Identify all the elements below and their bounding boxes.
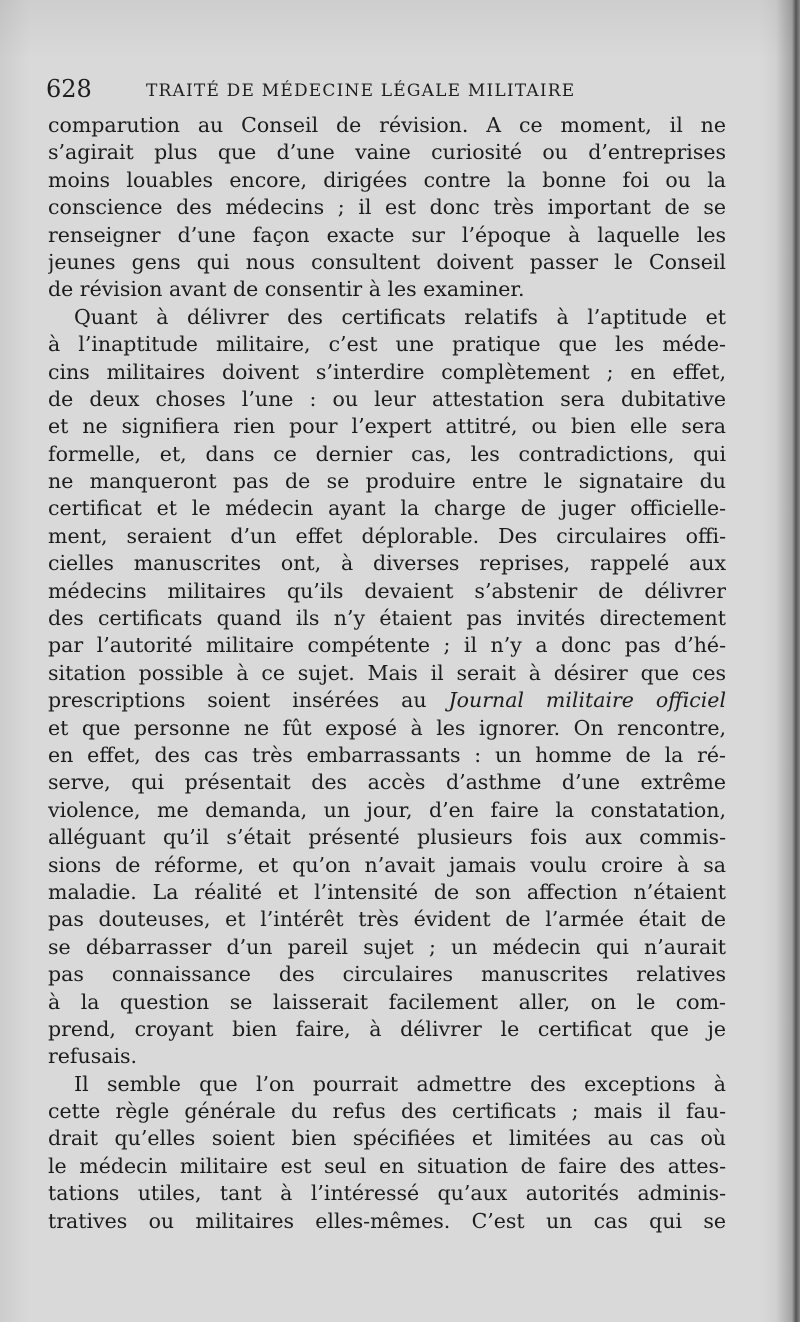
text-line: moins louables encore, dirigées contre la bonne foi ou la (48, 167, 726, 192)
text-line: cielles manuscrites ont, à diverses reprises, rappelé aux (48, 551, 726, 576)
text-line: de deux choses l’une : ou leur attestation sera dubitative (48, 386, 726, 411)
text-line-italic-title (48, 687, 726, 714)
text-line: renseigner d’une façon exacte sur l’époque à laquelle les (48, 222, 726, 247)
text-line: prend, croyant bien faire, à délivrer le certificat que je (48, 1016, 726, 1041)
text-line: jeunes gens qui nous consultent doivent passer le Conseil (48, 249, 726, 274)
text-line: à la question se laisserait facilement aller, on le com- (48, 989, 726, 1014)
text-line: violence, me demanda, un jour, d’en faire la constatation, (48, 797, 726, 822)
text-line: tations utiles, tant à l’intéressé qu’aux autorités adminis- (48, 1181, 726, 1206)
text-line: et que personne ne fût exposé à les ignorer. On rencontre, (48, 715, 726, 740)
text-line: le médecin militaire est seul en situation de faire des attes- (48, 1153, 726, 1178)
text-line: Quant à délivrer des certificats relatifs à l’aptitude et (74, 304, 726, 329)
paragraph-3 (48, 1071, 726, 1235)
text-line: formelle, et, dans ce dernier cas, les contradictions, qui (48, 441, 726, 466)
body-text (48, 112, 726, 1235)
paragraph-1 (48, 112, 726, 304)
text-line: sitation possible à ce sujet. Mais il serait à désirer que ces (48, 660, 726, 685)
text-line: pas connaissance des circulaires manuscrites relatives (48, 962, 726, 987)
text-line: par l’autorité militaire compétente ; il n’y a donc pas d’hé- (48, 633, 726, 658)
text-fragment: prescriptions soient insérées au (48, 688, 449, 713)
text-line: en effet, des cas très embarrassants : un homme de la ré- (48, 742, 726, 767)
text-line: ne manqueront pas de se produire entre le signataire du (48, 469, 726, 494)
text-line: à l’inaptitude militaire, c’est une pratique que les méde- (48, 332, 726, 357)
text-line: cette règle générale du refus des certificats ; mais il fau- (48, 1099, 726, 1124)
journal-title: Journal militaire officiel (448, 688, 726, 713)
text-line: tratives ou militaires elles-mêmes. C’est un cas qui se (48, 1208, 726, 1233)
text-line: ment, seraient d’un effet déplorable. Des circulaires offi- (48, 523, 726, 548)
text-line: médecins militaires qu’ils devaient s’abstenir de délivrer (48, 578, 726, 603)
text-line: se débarrasser d’un pareil sujet ; un médecin qui n’aurait (48, 934, 726, 959)
text-line: alléguant qu’il s’était présenté plusieurs fois aux commis- (48, 825, 726, 850)
text-line: pas douteuses, et l’intérêt très évident de l’armée était de (48, 907, 726, 932)
text-line: refusais. (48, 1044, 138, 1069)
text-line: maladie. La réalité et l’intensité de son affection n’étaient (48, 879, 726, 904)
text-line: certificat et le médecin ayant la charge de juger officielle- (48, 496, 726, 521)
page-number: 628 (46, 75, 92, 103)
running-head (46, 72, 736, 106)
text-line: et ne signifiera rien pour l’expert attitré, ou bien elle sera (48, 414, 726, 439)
paragraph-2 (48, 304, 726, 1071)
text-line: de révision avant de consentir à les examiner. (48, 277, 525, 302)
text-line: serve, qui présentait des accès d’asthme d’une extrême (48, 770, 726, 795)
text-line: des certificats quand ils n’y étaient pas invités directement (48, 606, 726, 631)
running-title: TRAITÉ DE MÉDECINE LÉGALE MILITAIRE (146, 81, 576, 101)
text-line: conscience des médecins ; il est donc très important de se (48, 195, 726, 220)
text-line: Il semble que l’on pourrait admettre des exceptions à (74, 1071, 726, 1096)
text-line: comparution au Conseil de révision. A ce moment, il ne (48, 113, 726, 137)
page-edge-shadow (776, 0, 800, 1322)
text-line: drait qu’elles soient bien spécifiées et limitées au cas où (48, 1126, 726, 1151)
text-line: sions de réforme, et qu’on n’avait jamais voulu croire à sa (48, 852, 726, 877)
text-line: s’agirait plus que d’une vaine curiosité ou d’entreprises (48, 140, 726, 165)
text-line: cins militaires doivent s’interdire complètement ; en effet, (48, 359, 726, 384)
